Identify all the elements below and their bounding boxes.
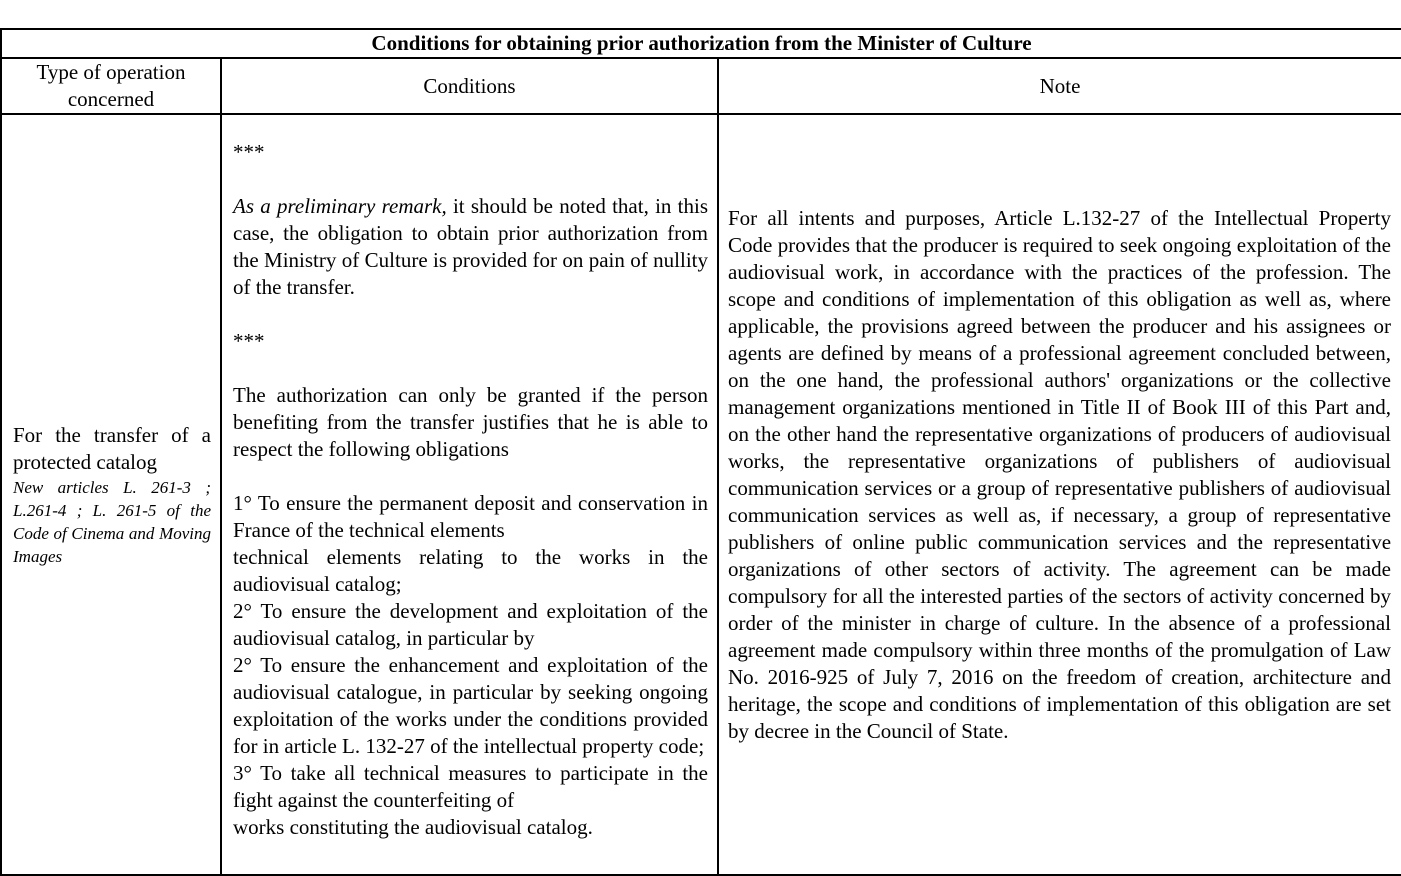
note-cell [718, 114, 1401, 875]
obligation-3a: 3° To take all technical measures to participate in the fight against the counterfeiting of [233, 761, 708, 812]
note-text: For all intents and purposes, Article L.132-27 of the Intellectual Property Code provides that the producer is required to seek ongoing exploitation of the audiovisual work, in accordance with the practices of the profession. The scope and conditions of implementation of this obligation as well as, where applicable, the provisions agreed between the producer and his assignees or agents are defined by means of a professional agreement concluded between, on the one hand, the professional authors' organizations or the collective management organizations mentioned in Title II of Book III of this Part and, on the other hand the representative organizations of producers of audiovisual works, the representative organizations of publishers of audiovisual communication services or a group of representative publishers of audiovisual communication services as well as, if necessary, a group of representative publishers of online public communication services and the representative organizations of other sectors of activity. The agreement can be made compulsory for all the interested parties of the sectors of activity concerned by order of the minister in charge of culture. In the absence of a professional agreement made compulsory within three months of the promulgation of Law No. 2016-925 of July 7, 2016 on the freedom of creation, architecture and heritage, the scope and conditions of implementation of this obligation are set by decree in the Council of State. [728, 205, 1392, 743]
header-type-of-operation: Type of operation concerned [1, 58, 221, 114]
remark-text: it should be noted that, in this case, the obligation to obtain prior authorization from the Ministry of Culture is provided for on pain of nullity of the transfer. [233, 194, 708, 299]
header-conditions: Conditions [221, 58, 718, 114]
type-cell [1, 114, 221, 875]
table-title: Conditions for obtaining prior authorization from the Minister of Culture [1, 29, 1401, 58]
separator: *** [233, 140, 265, 164]
obligation-1a: 1° To ensure the permanent deposit and conservation in France of the technical elements [233, 491, 708, 542]
separator: *** [233, 329, 265, 353]
authorization-conditions-table [0, 28, 1401, 876]
obligation-2b: 2° To ensure the enhancement and exploitation of the audiovisual catalogue, in particular by seeking ongoing exploitation of the works under the conditions provided for in article L. 132-27 of the intellectual property code; [233, 653, 708, 758]
obligation-2a: 2° To ensure the development and exploitation of the audiovisual catalog, in particular by [233, 599, 708, 650]
preliminary-remark [233, 193, 708, 301]
obligation-3b: works constituting the audiovisual catalog. [233, 815, 593, 839]
table-row [1, 114, 1401, 875]
operation-type: For the transfer of a protected catalog [13, 422, 211, 474]
obligations-intro: The authorization can only be granted if the person benefiting from the transfer justifies that he is able to respect the following obligations [233, 383, 708, 461]
obligation-1b: technical elements relating to the works in the audiovisual catalog; [233, 545, 708, 596]
remark-label: As a preliminary remark, [233, 194, 447, 218]
conditions-cell [221, 114, 718, 875]
legal-reference: New articles L. 261-3 ; L.261-4 ; L. 261-5 of the Code of Cinema and Moving Images [13, 477, 211, 566]
header-note: Note [718, 58, 1401, 114]
